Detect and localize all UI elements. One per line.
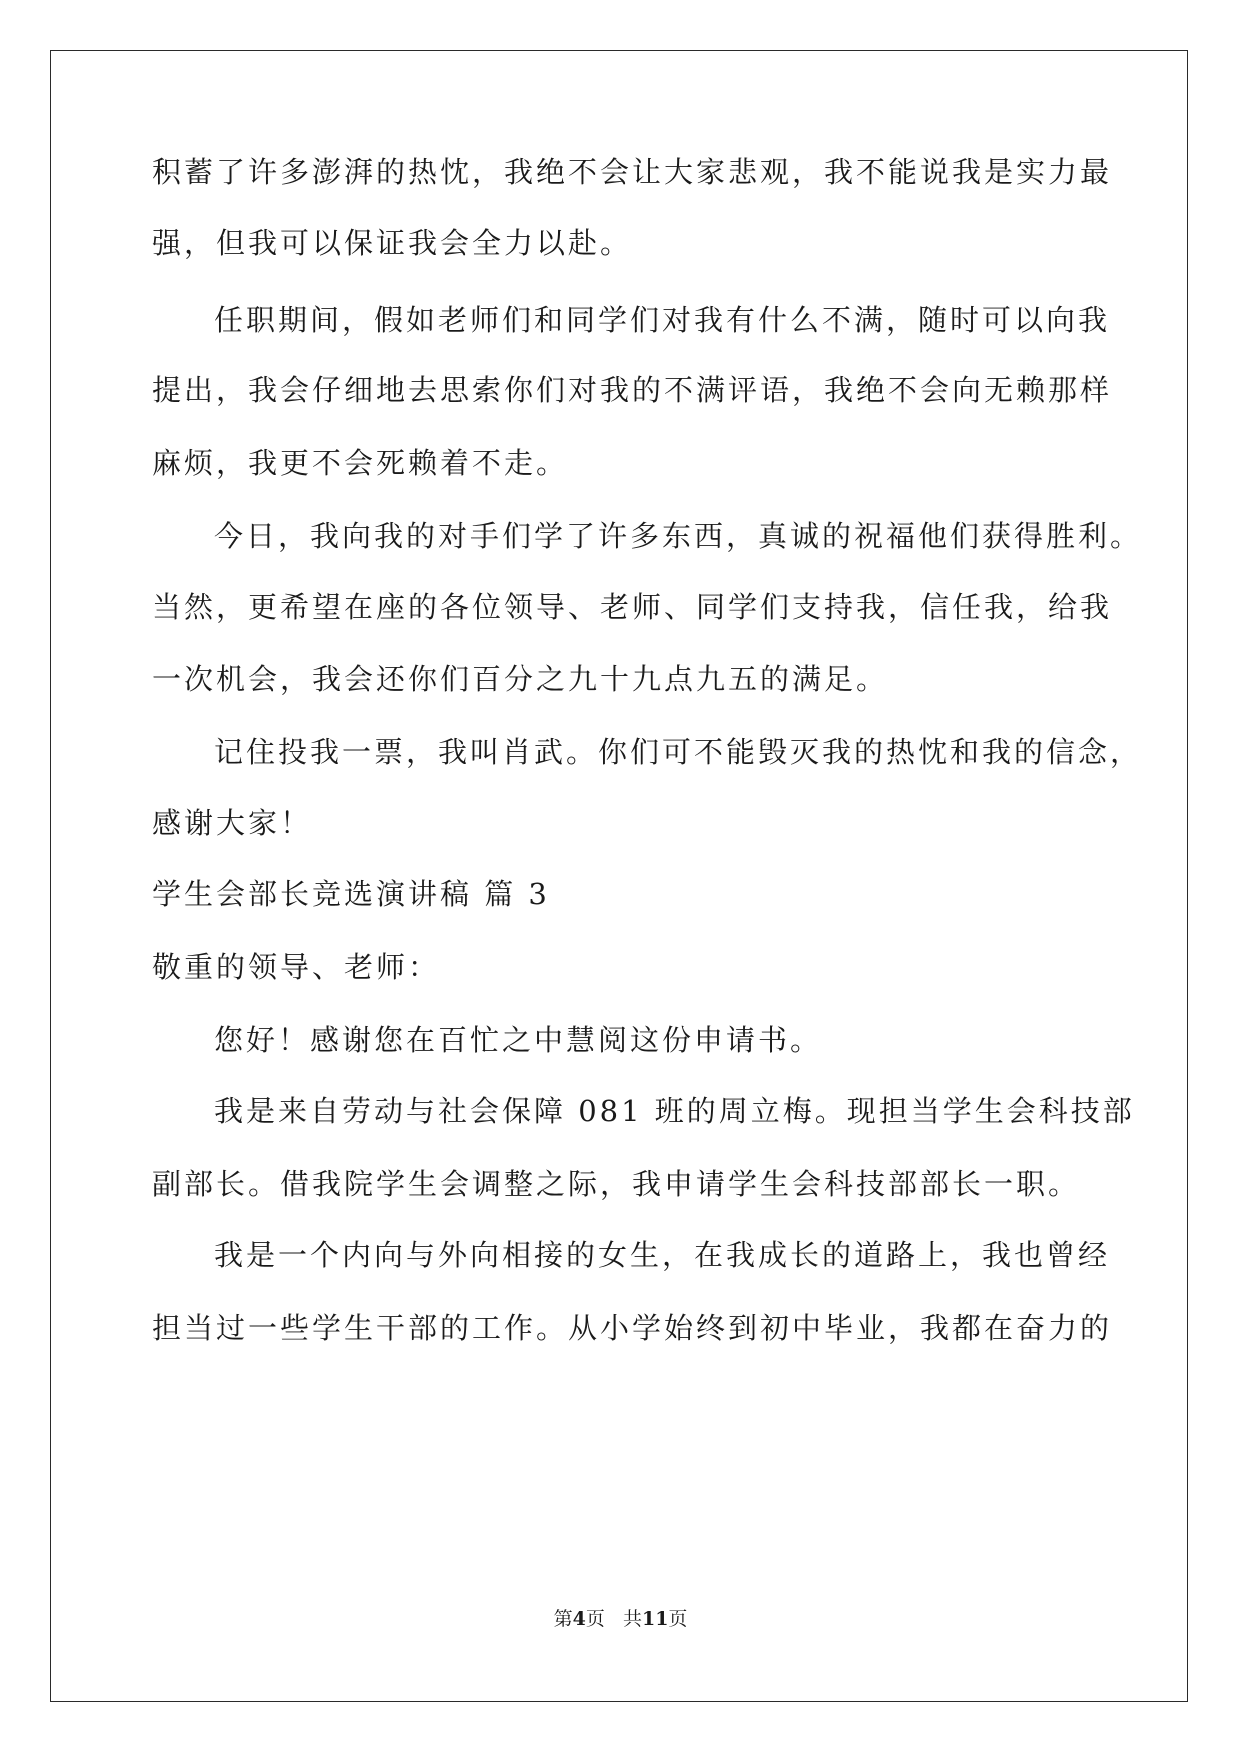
footer-total-pages: 11 <box>641 1608 669 1630</box>
body-line-3: 任职期间，假如老师们和同学们对我有什么不满，随时可以向我 <box>214 303 1111 337</box>
page-footer <box>0 1607 1241 1631</box>
salutation: 敬重的领导、老师： <box>152 950 441 984</box>
body-line-14: 我是来自劳动与社会保障 081 班的周立梅。现担当学生会科技部 <box>214 1094 1135 1128</box>
footer-total-prefix: 共 <box>622 1608 642 1630</box>
body-line-5: 麻烦，我更不会死赖着不走。 <box>152 446 569 480</box>
body-line-8: 一次机会，我会还你们百分之九十九点九五的满足。 <box>152 662 889 696</box>
body-line-1: 积蓄了许多澎湃的热忱，我绝不会让大家悲观，我不能说我是实力最 <box>152 155 1113 189</box>
body-line-15: 副部长。借我院学生会调整之际，我申请学生会科技部部长一职。 <box>152 1167 1081 1201</box>
footer-page-number: 4 <box>572 1608 586 1630</box>
body-line-10: 感谢大家！ <box>152 806 313 840</box>
body-line-2: 强，但我可以保证我会全力以赴。 <box>152 226 633 260</box>
body-line-6: 今日，我向我的对手们学了许多东西，真诚的祝福他们获得胜利。 <box>214 519 1143 553</box>
body-line-13: 您好！感谢您在百忙之中慧阅这份申请书。 <box>214 1023 823 1057</box>
body-line-7: 当然，更希望在座的各位领导、老师、同学们支持我，信任我，给我 <box>152 590 1113 624</box>
footer-total-suffix: 页 <box>668 1608 688 1630</box>
footer-page-suffix: 页 <box>585 1608 605 1630</box>
body-line-17: 担当过一些学生干部的工作。从小学始终到初中毕业，我都在奋力的 <box>152 1311 1113 1345</box>
body-line-4: 提出，我会仔细地去思索你们对我的不满评语，我绝不会向无赖那样 <box>152 373 1113 407</box>
body-line-16: 我是一个内向与外向相接的女生，在我成长的道路上，我也曾经 <box>214 1238 1111 1272</box>
footer-page-prefix: 第 <box>553 1608 573 1630</box>
body-line-9: 记住投我一票，我叫肖武。你们可不能毁灭我的热忱和我的信念， <box>214 735 1143 769</box>
section-heading: 学生会部长竞选演讲稿 篇 3 <box>152 877 550 911</box>
